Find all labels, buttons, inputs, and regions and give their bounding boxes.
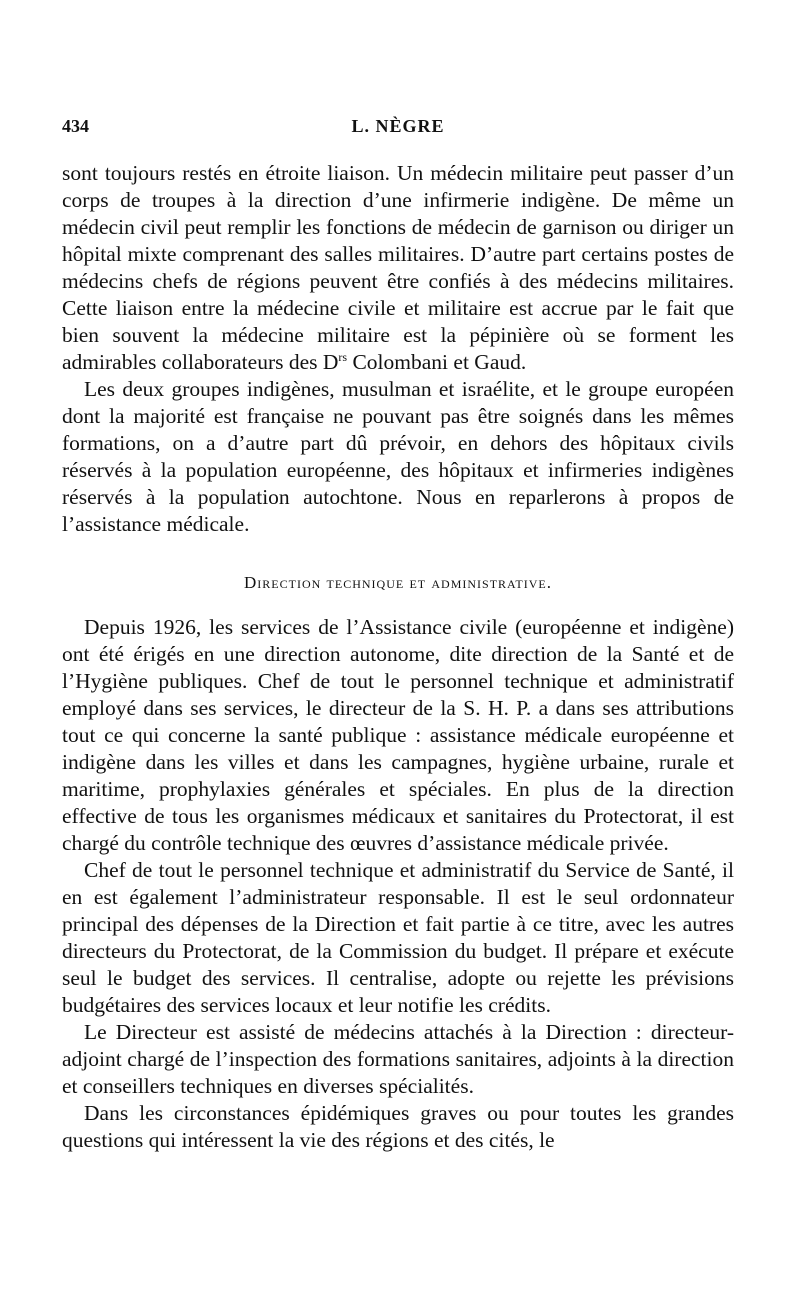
paragraph-1 [62, 160, 734, 376]
paragraph-2: Les deux groupes indigènes, musulman et israélite, et le groupe européen dont la majorité est française ne pouvant pas être soignés dans les mêmes formations, on a d’autre part dû prévoir, en dehors des hôpitaux civils réservés à la population européenne, des hôpitaux et infirmeries indigènes réservés à la population autochtone. Nous en reparlerons à propos de l’assistance médicale. [62, 377, 734, 536]
paragraph-5: Le Directeur est assisté de médecins attachés à la Direction : directeur-adjoint chargé de l’inspection des formations sanitaires, adjoints à la direction et conseillers techniques en diverses spécialités. [62, 1020, 734, 1098]
paragraph-4: Chef de tout le personnel technique et administratif du Service de Santé, il en est également l’administrateur responsable. Il est le seul ordonnateur principal des dépenses de la Direction et fait partie à ce titre, avec les autres directeurs du Protectorat, de la Commission du budget. Il prépare et exécute seul le budget des services. Il centralise, adopte ou rejette les prévisions budgétaires des services locaux et leur notifie les crédits. [62, 858, 734, 1017]
paragraph-3: Depuis 1926, les services de l’Assistance civile (européenne et indigène) ont été érigés en une direction autonome, dite direction de la Santé et de l’Hygiène publiques. Chef de tout le personnel technique et administratif employé dans ses services, le directeur de la S. H. P. a dans ses attributions tout ce qui concerne la santé publique : assistance médicale européenne et indigène dans les villes et dans les campagnes, hygiène urbaine, rurale et maritime, prophylaxies générales et spéciales. En plus de la direction effective de tous les organismes médicaux et sanitaires du Protectorat, il est chargé du contrôle technique des œuvres d’assistance médicale privée. [62, 615, 734, 855]
page-header [62, 116, 734, 144]
running-head: L. NÈGRE [351, 116, 445, 136]
section-heading: Direction technique et administrative. [244, 573, 552, 592]
doctors-superscript: rs [338, 349, 348, 364]
paragraph-1-text: sont toujours restés en étroite liaison. Un médecin militaire peut passer d’un corps de troupes à la direction d’une infirmerie indigène. De même un médecin civil peut remplir les fonctions de médecin de garnison ou diriger un hôpital mixte comprenant des salles militaires. D’autre part certains postes de médecins chefs de régions peuvent être confiés à des médecins militaires. Cette liaison entre la médecine civile et militaire est accrue par le fait que bien souvent la médecine militaire est la pépinière où se forment les admirables collaborateurs des D [62, 161, 734, 374]
paragraph-6: Dans les circonstances épidémiques graves ou pour toutes les grandes questions qui intéressent la vie des régions et des cités, le [62, 1101, 734, 1152]
paragraph-1-end: Colombani et Gaud. [347, 350, 527, 374]
body-text [62, 160, 734, 1154]
page-number: 434 [62, 116, 89, 136]
